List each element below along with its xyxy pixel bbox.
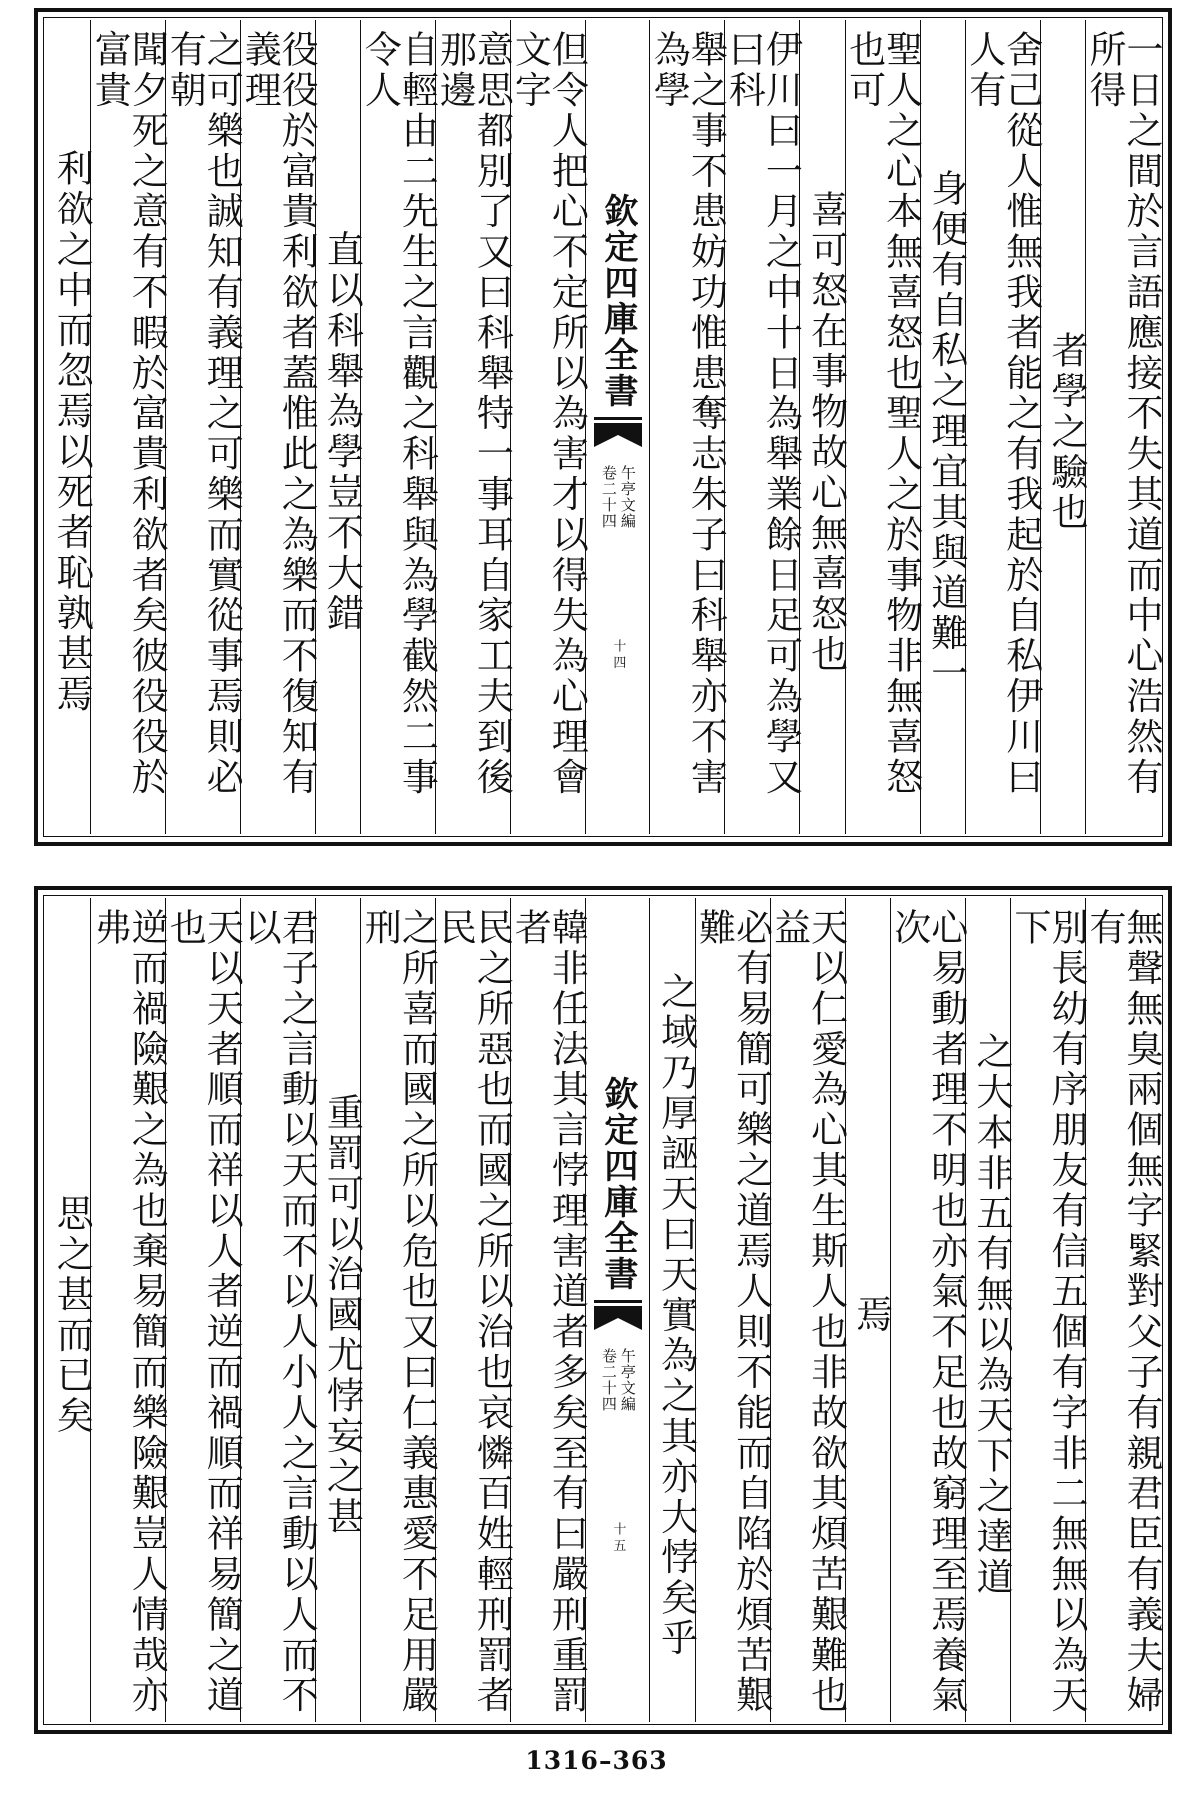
top-page [34,8,1172,846]
center-title: 欽定四庫全書 [597,1075,638,1292]
text-column: 之所喜而國之所以危也又曰仁義惠愛不足用嚴刑 [360,898,435,1722]
text-column: 無聲無臭兩個無字緊對父子有親君臣有義夫婦有 [1085,898,1160,1722]
text-column: 民之所惡也而國之所以治也哀憐百姓輕刑罰者民 [435,898,510,1722]
fishtail-ornament-icon [594,417,642,451]
text-column: 之可樂也誠知有義理之可樂而實從事焉則必有朝 [165,20,240,834]
fishtail-ornament-icon [594,1300,642,1334]
bottom-page-columns [46,898,1163,1722]
text-column: 伊川曰一月之中十日為舉業餘日足可為學又曰科 [724,20,799,834]
text-column: 身便有自私之理宜其與道難一 [920,20,965,834]
text-column: 利欲之中而忽焉以死者恥孰甚焉 [50,149,94,715]
text-column: 別長幼有序朋友有信五個有字非二無無以為天下 [1010,898,1085,1722]
text-column: 焉 [845,898,890,1722]
text-column: 韓非任法其言悖理害道者多矣至有曰嚴刑重罰者 [510,898,585,1722]
center-fold-column [585,20,649,834]
folio-number: 十五 [610,1521,626,1555]
top-page-columns [46,20,1163,834]
page-number: 1316–363 [525,1746,668,1775]
text-column: 思之甚而已矣 [50,1193,94,1437]
book-title: 午亭文編 [618,1347,637,1412]
text-column: 之域乃厚誣天曰天實為之其亦大悖矣乎 [649,898,694,1722]
center-subtitle [601,465,635,529]
text-column: 心易動者理不明也亦氣不足也故窮理至焉養氣次 [890,898,965,1722]
center-title: 欽定四庫全書 [597,192,638,409]
volume-label: 卷二十四 [599,1347,618,1412]
text-column: 君子之言動以天而不以人小人之言動以人而不以 [240,898,315,1722]
text-column: 喜可怒在事物故心無喜怒也 [799,20,844,834]
text-column: 者學之驗也 [1040,20,1085,834]
text-column: 但令人把心不定所以為害才以得失為心理會文字 [510,20,585,834]
text-column: 聞夕死之意有不暇於富貴利欲者矣彼役役於富貴 [90,20,165,834]
text-column: 聖人之心本無喜怒也聖人之於事物非無喜怒也可 [845,20,920,834]
text-column: 意思都別了又曰科舉特一事耳自家工夫到後那邊 [435,20,510,834]
text-column: 一日之間於言語應接不失其道而中心浩然有所得 [1085,20,1160,834]
volume-label: 卷二十四 [599,464,618,529]
book-title: 午亭文編 [618,464,637,529]
center-subtitle [601,1348,635,1412]
text-column: 逆而禍險艱之為也棄易簡而樂險艱豈人情哉亦弗 [90,898,165,1722]
center-fold-column [585,898,649,1722]
text-column: 重罰可以治國尤悖妄之甚 [315,898,360,1722]
text-column: 自輕由二先生之言觀之科舉與為學截然二事令人 [360,20,435,834]
text-column: 天以仁愛為心其生斯人也非故欲其煩苦艱難也益 [770,898,845,1722]
text-column: 役役於富貴利欲者蓋惟此之為樂而不復知有義理 [240,20,315,834]
text-column: 必有易簡可樂之道焉人則不能而自陷於煩苦艱難 [695,898,770,1722]
text-column: 天以天者順而祥以人者逆而禍順而祥易簡之道也 [165,898,240,1722]
bottom-page [34,886,1172,1734]
text-column: 舍己從人惟無我者能之有我起於自私伊川曰人有 [965,20,1040,834]
text-column: 直以科舉為學豈不大錯 [315,20,360,834]
folio-number: 十四 [610,638,626,672]
text-column: 舉之事不患妨功惟患奪志朱子曰科舉亦不害為學 [649,20,724,834]
text-column: 之大本非五有無以為天下之達道 [965,898,1010,1722]
